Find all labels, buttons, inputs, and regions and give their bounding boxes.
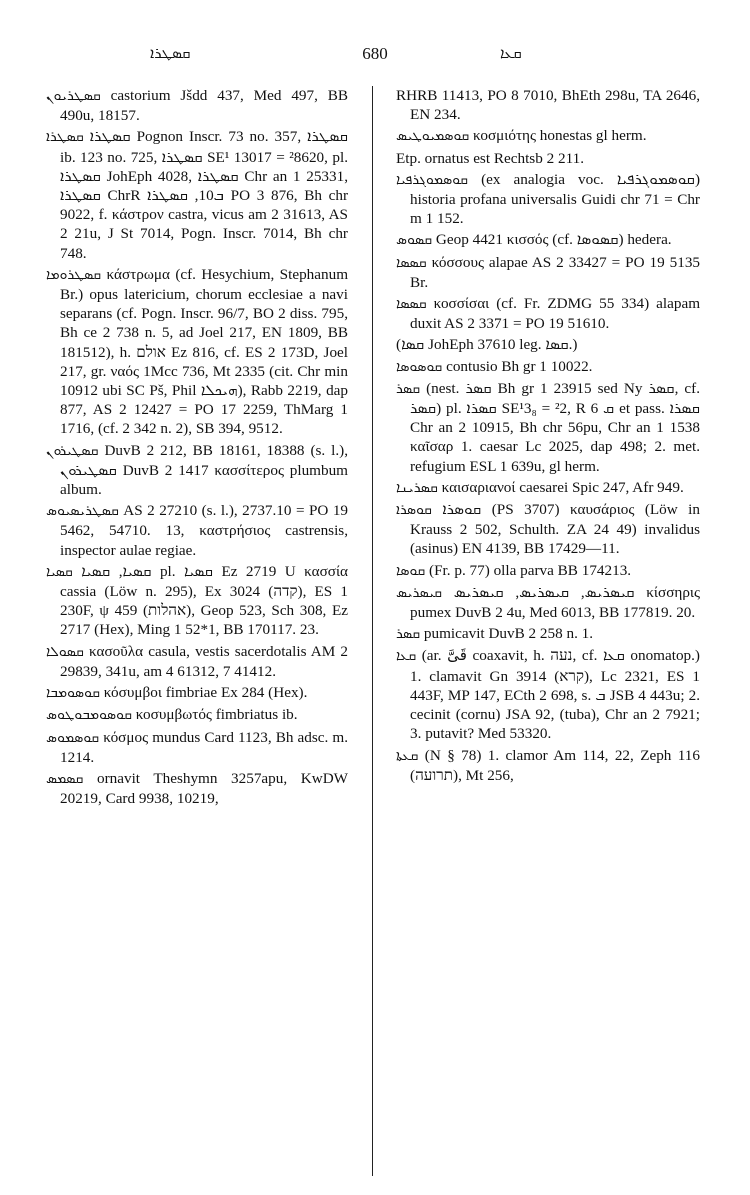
dictionary-entry — [396, 253, 700, 292]
entry-headword: ܩܘܣܡܝܘܛܝܣ — [396, 128, 470, 145]
entry-text: (Fr. p. 77) olla parva BB 174213. — [429, 561, 632, 579]
entry-headword: ܩܘܣܘܣܐ — [396, 358, 443, 375]
entry-headword: ܩܘܣܘܡܒܐ — [46, 685, 100, 702]
entry-text: ܩܝܣܪܝܣ, ܩܝܣܪܝܣ, ܩܝܣܪܝܣ κίσσηρις pumex DuvB 2 4u, Med 6013, BB 177819. 20. — [410, 583, 700, 622]
dictionary-entry — [396, 478, 700, 498]
dictionary-entry — [46, 501, 348, 560]
entry-text: pumicavit DuvB 2 258 n. 1. — [423, 625, 594, 643]
entry-text: κόσσους alapae AS 2 33427 = PO 19 5135 Br. — [410, 253, 701, 291]
entry-text: καισαριανοί caesarei Spic 247, Afr 949. — [441, 478, 684, 496]
dictionary-entry — [396, 583, 700, 622]
entry-headword: ܩܝܣܪܝܣ — [396, 584, 443, 601]
dictionary-entry — [46, 705, 348, 725]
dictionary-entry — [396, 746, 700, 785]
entry-text: (ex analogia voc. ܩܘܣܡܘܓܪܦܝܐ) historia profana universalis Guidi chr 71 = Chr m 1 152. — [410, 170, 701, 228]
page-header — [0, 44, 750, 68]
entry-headword: ܩܘܣܡܘܣ — [46, 729, 100, 746]
entry-headword: ܩܣܘܠܐ — [46, 643, 84, 660]
entry-text: (ܩܣܐ JohEph 37610 leg. ܩܣܐ.) — [396, 336, 578, 354]
entry-text: (N § 78) 1. clamor Am 114, 22, Zeph 116 (תרועה), Mt 256, — [410, 746, 700, 784]
dictionary-entry — [396, 357, 700, 377]
dictionary-entry — [396, 149, 700, 168]
column-divider — [372, 86, 373, 1176]
entry-text: (ar. قَىَّ coaxavit, h. נעה, cf. ܩܥܐ onomatop.) 1. clamavit Gn 3914 (קרא), Lc 2321, ES 1 443F, MP 147, ECth 2 698, s. ܒ JSB 4 443u; 2. cecinit (cornu) JSA 92, (tuba), Chr an 2 7921; 3. putavit? Med 53320. — [410, 647, 700, 743]
entry-headword: ܩܣܝܐ — [46, 563, 73, 580]
entry-headword: ܩܘܣܡܘܓܪܦܝܐ — [396, 171, 469, 188]
entry-text: κασοῦλα casula, vestis sacerdotalis AM 2 29839, 341u, am 4 61312, 7 41412. — [60, 642, 348, 680]
entry-headword: ܩܣܪ — [396, 380, 421, 397]
dictionary-entry — [46, 642, 348, 681]
entry-headword: ܩܘܣܐ — [396, 562, 426, 579]
dictionary-entry — [396, 624, 700, 644]
entry-text: κόσυμβοι fimbriae Ex 284 (Hex). — [103, 684, 308, 702]
entry-text: κοσυμβωτός fimbriatus ib. — [135, 706, 298, 724]
dictionary-entry — [46, 683, 348, 703]
entry-headword: ܩܣܛܪܝܘܢ — [46, 88, 101, 104]
entry-headword: ܩܘܣܪܐ — [396, 502, 432, 519]
header-left-word: ܩܣܛܪܐ — [150, 44, 191, 62]
dictionary-entry — [396, 500, 700, 559]
dictionary-entry — [46, 769, 348, 808]
entry-headword: ܩܥܬܐ — [396, 747, 419, 764]
right-column — [396, 86, 700, 787]
entry-text: Etp. ornatus est Rechtsb 2 211. — [396, 149, 584, 167]
entry-text: contusio Bh gr 1 10022. — [446, 357, 593, 375]
entry-text: DuvB 2 212, BB 18161, 18388 (s. l.), ܩܣܛܝܪܘܢ DuvB 2 1417 κασσίτερος plumbum album. — [60, 441, 349, 499]
dictionary-entry — [396, 646, 700, 743]
page-number: 680 — [362, 44, 388, 63]
entry-text: AS 2 27210 (s. l.), 2737.10 = PO 19 5462, 54710. 13, καστρήσιος castrensis, inspector aulae regiae. — [60, 502, 349, 559]
dictionary-entry — [46, 127, 348, 262]
entry-text: castorium Jšdd 437, Med 497, BB 490u, 18157. — [60, 87, 348, 125]
dictionary-entry — [46, 562, 348, 640]
dictionary-entry — [396, 86, 700, 124]
dictionary-entry — [396, 126, 700, 146]
entry-text: ܩܣܝܐ, ܩܣܝܐ pl. ܩܣܝܐ Ez 2719 U κασσία cassia (Löw n. 295), Ex 3024 (קדה), ES 1 230F, ψ 459 (אהלות), Geop 523, Sch 308, Ez 2717 (Hex), Ming 1 52*1, BB 170117. 23. — [60, 562, 348, 639]
entry-text: κόσμος mundus Card 1123, Bh adsc. m. 1214. — [60, 728, 348, 766]
entry-text: κοσσίσαι (cf. Fr. ZDMG 55 334) alapam duxit AS 2 3371 = PO 19 51610. — [410, 295, 701, 333]
header-right-word: ܩܥܐ — [500, 44, 522, 62]
entry-headword: ܩܥܐ — [396, 648, 417, 665]
entry-text: RHRB 11413, PO 8 7010, BhEth 298u, TA 2646, EN 234. — [396, 87, 700, 124]
dictionary-entry — [396, 379, 700, 476]
entry-text: ornavit Theshymn 3257apu, KwDW 20219, Card 9938, 10219, — [60, 769, 349, 808]
dictionary-entry — [46, 265, 348, 439]
entry-headword: ܩܘܣܘܡܒܘܛܘܣ — [46, 707, 132, 724]
dictionary-entry — [396, 335, 700, 354]
entry-headword: ܩܣܪ — [396, 626, 421, 643]
entry-text: ܩܘܣܪܐ (PS 3707) καυσάριος (Löw in Krauss 2 502, Schulth. ZA 24 49) invalidus (asinus) EN 4139, BB 17429—11. — [410, 501, 700, 558]
entry-headword: ܩܣܛܪܝܣܝܘܣ — [46, 503, 119, 520]
dictionary-entry — [396, 294, 700, 333]
entry-text: κάστρωμα (cf. Hesychium, Stephanum Br.) opus latericium, chorum ecclesiae a navi separans (cf. Pogn. Inscr. 96/7, BO 2 diss. 795, Bh ce 2 738 n. 5, ad Joel 217, EN 1809, BB 181512), h. אולם Ez 816, cf. ES 2 173D, Joel 217, gr. ναός 1Mcc 736, Mt 2335 (cit. Chr min 10912 ubi SC Pš, Phil ܗܝܟܠܐ), Rabb 2219, dap 877, AS 2 12427 = PO 17 2259, ThMarg 1 1716, (cf. 2 342 n. 2), SB 394, 9512. — [60, 265, 349, 438]
dictionary-entry — [46, 728, 348, 767]
entry-headword: ܩܣܛܪܘܡܐ — [46, 266, 102, 283]
entry-headword: ܩܣܛܪܐ — [46, 129, 84, 146]
entry-text: Geop 4421 κισσός (cf. ܩܣܘܣܐ) hedera. — [435, 231, 672, 249]
entry-headword: ܩܣܣܐ — [396, 254, 427, 271]
entry-text: ܩܣܛܪܐ Pognon Inscr. 73 no. 357, ܩܣܛܪܐ ib. 123 no. 725, ܩܣܛܪܐ SE¹ 13017 = ²8620, pl. ܩܣܛܪܐ JohEph 4028, ܩܣܛܪܐ Chr an 1 25331, ܩܣܛܪܐ ChrR ܒ10, ܩܣܛܪܐ PO 3 876, Bh chr 9022, f. κάστρον castra, vicus am 2 31613, AS 2 21u, J St 7014, Pogn. Inscr. 7014, Bh chr 748. — [60, 128, 349, 262]
dictionary-entry — [46, 86, 348, 125]
entry-headword: ܩܣܛܝܪܘܢ — [46, 442, 99, 459]
dictionary-entry — [396, 170, 700, 229]
entry-headword: ܩܣܡܣ — [46, 770, 84, 787]
dictionary-entry — [396, 230, 700, 250]
entry-text: (nest. ܩܣܪ Bh gr 1 23915 sed Ny ܩܣܪ, cf. ܩܣܪ) pl. ܩܣܪܐ SE¹3₈ = ²2, R ܩ 6 et pass. ܩܣܪܐ Chr an 2 10915, Bh chr 56pu, Chr an 1 1538 καῖσαρ 1. caesar Lc 2025, dap 498; 2. met. refugium ESL 1 639u, gl herm. — [410, 379, 701, 475]
entry-headword: ܩܣܣܐ — [396, 296, 427, 313]
entry-text: κοσμιότης honestas gl herm. — [473, 127, 647, 145]
entry-headword: ܩܣܪܝܢܐ — [396, 479, 438, 496]
entry-headword: ܩܣܘܣ — [396, 232, 433, 249]
left-column — [46, 86, 348, 810]
dictionary-entry — [46, 441, 348, 500]
dictionary-entry — [396, 561, 700, 581]
